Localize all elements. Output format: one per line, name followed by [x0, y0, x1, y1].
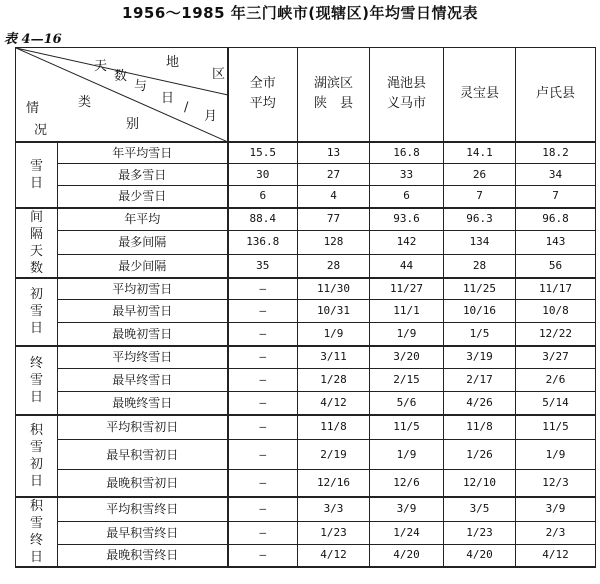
value-cell: 1/9 [298, 323, 370, 346]
value-cell: 93.6 [370, 208, 444, 231]
value-cell: 1/26 [444, 440, 516, 470]
value-cell: 6 [228, 186, 298, 208]
value-cell: 3/27 [516, 346, 596, 369]
row-item-label: 最早终雪日 [58, 369, 228, 392]
category-label [16, 142, 58, 208]
value-cell: 96.3 [444, 208, 516, 231]
row-item-label: 年平均雪日 [58, 142, 228, 164]
value-cell: 1/9 [516, 440, 596, 470]
category-label [16, 208, 58, 278]
table-row [16, 323, 596, 346]
value-cell: 77 [298, 208, 370, 231]
header-days-char-6: 月 [204, 109, 218, 124]
table-row [16, 522, 596, 545]
value-cell: 35 [228, 254, 298, 277]
value-cell: 11/30 [298, 278, 370, 300]
value-cell: 134 [444, 231, 516, 254]
value-cell: 5/14 [516, 392, 596, 415]
value-cell: 3/11 [298, 346, 370, 369]
category-char: 日 [29, 389, 43, 405]
header-category-char-1: 类 [78, 95, 92, 110]
table-row [16, 369, 596, 392]
value-cell: 4/12 [516, 545, 596, 567]
category-char: 雪 [29, 372, 43, 388]
table-row [16, 278, 596, 300]
value-cell: — [228, 392, 298, 415]
header-days-char-5: / [184, 100, 189, 115]
value-cell: 11/8 [444, 415, 516, 440]
value-cell: 1/9 [370, 440, 444, 470]
row-item-label: 平均终雪日 [58, 346, 228, 369]
value-cell: 1/5 [444, 323, 516, 346]
category-char: 日 [29, 321, 43, 336]
table-row [16, 545, 596, 567]
category-char: 初 [29, 456, 43, 472]
category-char: 终 [29, 355, 43, 371]
category-label [16, 415, 58, 497]
column-header: 湖滨区 陕 县 [298, 48, 370, 142]
category-char: 初 [29, 287, 43, 302]
value-cell: 2/17 [444, 369, 516, 392]
value-cell: 10/31 [298, 300, 370, 323]
value-cell: 12/6 [370, 470, 444, 497]
value-cell: 3/9 [516, 497, 596, 522]
value-cell: 34 [516, 164, 596, 186]
value-cell: 143 [516, 231, 596, 254]
value-cell: 1/28 [298, 369, 370, 392]
value-cell: 2/3 [516, 522, 596, 545]
header-region-char-1: 地 [166, 55, 180, 70]
header-category-char-2: 别 [126, 117, 140, 132]
row-item-label: 最多间隔 [58, 231, 228, 254]
header-region-char-2: 区 [212, 67, 226, 82]
value-cell: 10/8 [516, 300, 596, 323]
table-row [16, 231, 596, 254]
value-cell: 5/6 [370, 392, 444, 415]
table-row [16, 415, 596, 440]
value-cell: 2/19 [298, 440, 370, 470]
value-cell: 3/5 [444, 497, 516, 522]
category-label [16, 346, 58, 415]
value-cell: — [228, 323, 298, 346]
value-cell: 1/24 [370, 522, 444, 545]
value-cell: 7 [444, 186, 516, 208]
table-row [16, 208, 596, 231]
value-cell: 33 [370, 164, 444, 186]
value-cell: — [228, 497, 298, 522]
value-cell: 6 [370, 186, 444, 208]
value-cell: 3/19 [444, 346, 516, 369]
header-days-char-4: 日 [161, 91, 175, 106]
row-item-label: 最早初雪日 [58, 300, 228, 323]
value-cell: 16.8 [370, 142, 444, 164]
row-item-label: 最晚初雪日 [58, 323, 228, 346]
row-item-label: 最少雪日 [58, 186, 228, 208]
value-cell: 88.4 [228, 208, 298, 231]
value-cell: — [228, 470, 298, 497]
row-item-label: 平均积雪初日 [58, 415, 228, 440]
category-char: 数 [29, 260, 43, 276]
header-situation-char-1: 情 [26, 101, 40, 116]
category-char: 雪 [29, 304, 43, 319]
category-char: 积 [29, 422, 43, 438]
row-item-label: 平均初雪日 [58, 278, 228, 300]
value-cell: 11/5 [370, 415, 444, 440]
category-label [16, 278, 58, 346]
header-days-char-1: 天 [94, 59, 108, 74]
column-header: 渑池县 义马市 [370, 48, 444, 142]
value-cell: — [228, 522, 298, 545]
column-header: 全市 平均 [228, 48, 298, 142]
value-cell: — [228, 415, 298, 440]
value-cell: 12/22 [516, 323, 596, 346]
table-row [16, 346, 596, 369]
header-situation-char-2: 况 [34, 123, 48, 138]
value-cell: 1/23 [444, 522, 516, 545]
value-cell: 10/16 [444, 300, 516, 323]
table-row [16, 254, 596, 277]
value-cell: — [228, 346, 298, 369]
value-cell: 12/3 [516, 470, 596, 497]
row-item-label: 最晚终雪日 [58, 392, 228, 415]
value-cell: 1/9 [370, 323, 444, 346]
category-char: 雪 [29, 515, 43, 531]
value-cell: 142 [370, 231, 444, 254]
value-cell: 28 [298, 254, 370, 277]
value-cell: — [228, 545, 298, 567]
value-cell: 4/20 [370, 545, 444, 567]
value-cell: — [228, 278, 298, 300]
table-row [16, 142, 596, 164]
value-cell: 11/5 [516, 415, 596, 440]
value-cell: 3/3 [298, 497, 370, 522]
table-number: 表 4—16 [4, 32, 62, 47]
value-cell: 44 [370, 254, 444, 277]
value-cell: — [228, 369, 298, 392]
value-cell: 12/16 [298, 470, 370, 497]
column-header: 灵宝县 [444, 48, 516, 142]
column-header: 卢氏县 [516, 48, 596, 142]
value-cell: 12/10 [444, 470, 516, 497]
value-cell: 2/6 [516, 369, 596, 392]
category-char: 雪 [29, 439, 43, 455]
table-row [16, 392, 596, 415]
value-cell: 7 [516, 186, 596, 208]
table-row [16, 440, 596, 470]
value-cell: 4/20 [444, 545, 516, 567]
snow-days-table [15, 47, 596, 568]
category-char: 雪 [29, 158, 43, 174]
value-cell: 11/1 [370, 300, 444, 323]
value-cell: 26 [444, 164, 516, 186]
value-cell: 13 [298, 142, 370, 164]
value-cell: 15.5 [228, 142, 298, 164]
row-item-label: 最晚积雪终日 [58, 545, 228, 567]
diagonal-header-cell [16, 48, 228, 142]
value-cell: 18.2 [516, 142, 596, 164]
category-char: 积 [29, 498, 43, 514]
table-row [16, 470, 596, 497]
row-item-label: 最早积雪初日 [58, 440, 228, 470]
category-char: 隔 [29, 226, 43, 242]
value-cell: 4/12 [298, 392, 370, 415]
row-item-label: 最早积雪终日 [58, 522, 228, 545]
row-item-label: 最多雪日 [58, 164, 228, 186]
category-char: 间 [29, 209, 43, 225]
value-cell: 28 [444, 254, 516, 277]
row-item-label: 最晚积雪初日 [58, 470, 228, 497]
value-cell: 4/12 [298, 545, 370, 567]
value-cell: — [228, 440, 298, 470]
value-cell: 3/9 [370, 497, 444, 522]
row-item-label: 年平均 [58, 208, 228, 231]
value-cell: 128 [298, 231, 370, 254]
value-cell: 11/17 [516, 278, 596, 300]
table-row [16, 300, 596, 323]
value-cell: 56 [516, 254, 596, 277]
category-char: 天 [29, 243, 43, 259]
value-cell: 2/15 [370, 369, 444, 392]
value-cell: 11/27 [370, 278, 444, 300]
category-char: 日 [29, 473, 43, 489]
value-cell: 30 [228, 164, 298, 186]
row-item-label: 平均积雪终日 [58, 497, 228, 522]
table-row [16, 186, 596, 208]
table-title: 1956～1985 年三门峡市(现辖区)年均雪日情况表 [122, 4, 478, 22]
value-cell: 4/26 [444, 392, 516, 415]
row-item-label: 最少间隔 [58, 254, 228, 277]
category-char: 日 [29, 175, 43, 191]
value-cell: — [228, 300, 298, 323]
diagonal-lines [16, 48, 228, 142]
value-cell: 96.8 [516, 208, 596, 231]
value-cell: 14.1 [444, 142, 516, 164]
category-char: 终 [29, 532, 43, 548]
value-cell: 11/8 [298, 415, 370, 440]
value-cell: 11/25 [444, 278, 516, 300]
header-days-char-2: 数 [114, 69, 128, 84]
header-days-char-3: 与 [134, 79, 148, 94]
table-row [16, 497, 596, 522]
table-row [16, 164, 596, 186]
category-label [16, 497, 58, 567]
value-cell: 136.8 [228, 231, 298, 254]
value-cell: 1/23 [298, 522, 370, 545]
category-char: 日 [29, 549, 43, 565]
value-cell: 3/20 [370, 346, 444, 369]
value-cell: 4 [298, 186, 370, 208]
value-cell: 27 [298, 164, 370, 186]
